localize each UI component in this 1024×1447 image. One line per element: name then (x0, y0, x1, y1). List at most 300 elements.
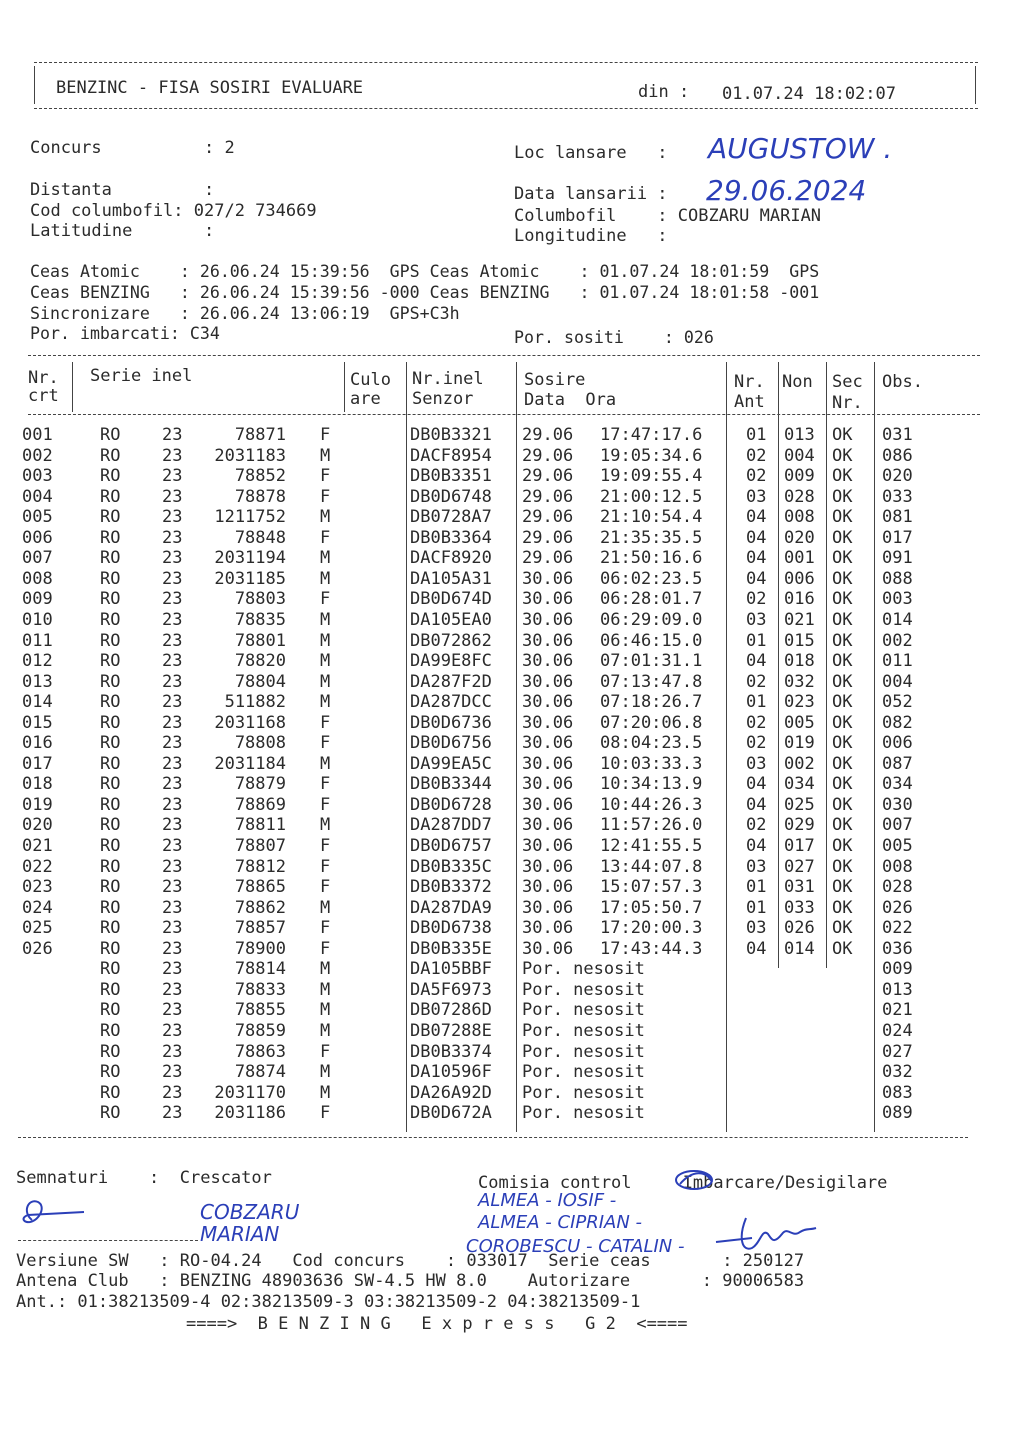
cell-ant: 02 (746, 712, 767, 733)
cell-sensor: DB0D6756 (410, 733, 492, 754)
table-row (0, 1062, 1024, 1082)
table-row (0, 446, 1024, 466)
cell-ring: 78814 (234, 959, 286, 980)
col-header-non: Non (782, 372, 813, 392)
cell-obs: 089 (882, 1103, 913, 1124)
cell-date: 30.06 (522, 630, 574, 651)
cell-c: RO (100, 1082, 121, 1103)
cell-sex: M (320, 445, 331, 466)
table-row (0, 959, 1024, 979)
cell-ant: 04 (746, 651, 767, 672)
cell-ant: 04 (746, 938, 767, 959)
cell-ant: 03 (746, 609, 767, 630)
table-row (0, 877, 1024, 897)
cell-sensor: DB07288E (410, 1020, 492, 1041)
cell-c: RO (100, 979, 121, 1000)
cell-ant: 02 (746, 589, 767, 610)
cell-obs: 003 (882, 589, 913, 610)
cell-date: Por. nesosit (522, 1103, 645, 1124)
cell-time: 15:07:57.3 (600, 877, 703, 898)
cell-time: 21:50:16.6 (600, 548, 703, 569)
handwritten-commission-1: ALMEA - IOSIF - (478, 1190, 617, 1211)
cell-date: 30.06 (522, 938, 574, 959)
cell-obs: 008 (882, 856, 913, 877)
table-row (0, 651, 1024, 671)
cell-sensor: DACF8954 (410, 445, 492, 466)
cell-sex: M (320, 507, 331, 528)
cell-ant: 03 (746, 918, 767, 939)
cell-ant: 01 (746, 692, 767, 713)
cell-time: 17:43:44.3 (600, 938, 703, 959)
cell-ring: 78878 (234, 486, 286, 507)
cell-non: 031 (784, 877, 815, 898)
data-lansarii-label: Data lansarii : (514, 184, 668, 204)
cell-c: RO (100, 856, 121, 877)
cell-sensor: DA287DA9 (410, 897, 492, 918)
cell-sex: F (320, 1041, 331, 1062)
cell-nr: 015 (22, 712, 53, 733)
cell-nr: 011 (22, 630, 53, 651)
cell-obs: 032 (882, 1062, 913, 1083)
cell-y: 23 (162, 856, 183, 877)
cell-nr: 006 (22, 527, 53, 548)
cell-time: 07:20:06.8 (600, 712, 703, 733)
cell-sec: OK (832, 856, 853, 877)
cell-c: RO (100, 507, 121, 528)
commission-stamp-scribble (672, 1166, 720, 1198)
cell-sex: M (320, 548, 331, 569)
col-header-ant: Ant (734, 392, 765, 412)
data-lansarii-handwritten: 29.06.2024 (706, 174, 867, 207)
cell-time: 17:05:50.7 (600, 897, 703, 918)
cell-y: 23 (162, 507, 183, 528)
col-header-sec: Sec (832, 372, 863, 392)
cell-sex: M (320, 568, 331, 589)
cell-time: 13:44:07.8 (600, 856, 703, 877)
cell-obs: 033 (882, 486, 913, 507)
table-row (0, 589, 1024, 609)
cell-nr: 005 (22, 507, 53, 528)
cell-date: 30.06 (522, 568, 574, 589)
cell-sensor: DB0B3364 (410, 527, 492, 548)
cell-c: RO (100, 774, 121, 795)
cell-sec: OK (832, 589, 853, 610)
cell-ant: 02 (746, 733, 767, 754)
cell-c: RO (100, 1103, 121, 1124)
cell-y: 23 (162, 959, 183, 980)
cell-ant: 01 (746, 630, 767, 651)
cell-sensor: DA99EA5C (410, 753, 492, 774)
cell-ant: 01 (746, 897, 767, 918)
cell-c: RO (100, 425, 121, 445)
cell-sensor: DB0D6748 (410, 486, 492, 507)
cell-date: 30.06 (522, 609, 574, 630)
table-row (0, 487, 1024, 507)
cell-c: RO (100, 1020, 121, 1041)
cod-columbofil-line: Cod columbofil: 027/2 734669 (30, 201, 317, 221)
table-row (0, 918, 1024, 938)
cell-ant: 02 (746, 466, 767, 487)
cell-sensor: DB0B3321 (410, 425, 492, 445)
cell-ring: 78857 (234, 918, 286, 939)
cell-obs: 004 (882, 671, 913, 692)
cell-ring: 2031168 (214, 712, 286, 733)
cell-y: 23 (162, 1062, 183, 1083)
col-header-serie: Serie inel (90, 366, 193, 386)
antenna-list-line: Ant.: 01:38213509-4 02:38213509-3 03:38213509-2 04:38213509-1 (16, 1292, 641, 1312)
cell-non: 027 (784, 856, 815, 877)
cell-sec: OK (832, 466, 853, 487)
cell-nr: 017 (22, 753, 53, 774)
cell-non: 005 (784, 712, 815, 733)
cell-sex: F (320, 425, 331, 445)
pigeons-boarded: Por. imbarcati: C34 (30, 324, 220, 343)
cell-c: RO (100, 527, 121, 548)
cell-date: 29.06 (522, 507, 574, 528)
cell-ant: 04 (746, 548, 767, 569)
cell-obs: 006 (882, 733, 913, 754)
cell-c: RO (100, 1041, 121, 1062)
cell-ant: 02 (746, 445, 767, 466)
table-row (0, 425, 1024, 445)
document-title: BENZINC - FISA SOSIRI EVALUARE (56, 78, 364, 98)
table-row (0, 857, 1024, 877)
cell-non: 013 (784, 425, 815, 445)
cell-ant: 04 (746, 774, 767, 795)
col-header-sec-nr: Nr. (832, 393, 863, 413)
cell-non: 002 (784, 753, 815, 774)
cell-obs: 031 (882, 425, 913, 445)
cell-non: 029 (784, 815, 815, 836)
cell-sex: F (320, 794, 331, 815)
benzing-express-line: ====> B E N Z I N G E x p r e s s G 2 <==== (186, 1314, 688, 1334)
cell-sec: OK (832, 712, 853, 733)
cell-c: RO (100, 671, 121, 692)
cell-nr: 001 (22, 425, 53, 445)
cell-sex: F (320, 1103, 331, 1124)
distanta-line: Distanta : (30, 180, 215, 200)
cell-ring: 78801 (234, 630, 286, 651)
cell-obs: 083 (882, 1082, 913, 1103)
cell-y: 23 (162, 589, 183, 610)
cell-obs: 014 (882, 609, 913, 630)
cell-sec: OK (832, 548, 853, 569)
cell-sec: OK (832, 486, 853, 507)
cell-date: 29.06 (522, 425, 574, 445)
cell-nr: 013 (22, 671, 53, 692)
cell-sec: OK (832, 877, 853, 898)
cell-sensor: DA5F6973 (410, 979, 492, 1000)
cell-sex: F (320, 938, 331, 959)
cell-sex: M (320, 815, 331, 836)
cell-c: RO (100, 589, 121, 610)
cell-sex: M (320, 1000, 331, 1021)
cell-time: 06:02:23.5 (600, 568, 703, 589)
col-header-nr: Nr. (28, 368, 59, 388)
cell-date: 30.06 (522, 671, 574, 692)
cell-sensor: DB0B3344 (410, 774, 492, 795)
cell-sex: F (320, 856, 331, 877)
cell-obs: 091 (882, 548, 913, 569)
cell-sensor: DA287F2D (410, 671, 492, 692)
cell-non: 008 (784, 507, 815, 528)
cell-non: 034 (784, 774, 815, 795)
cell-nr: 021 (22, 836, 53, 856)
cell-sec: OK (832, 445, 853, 466)
cell-ring: 78871 (234, 425, 286, 445)
header-bottom-rule (34, 108, 978, 109)
cell-c: RO (100, 568, 121, 589)
clock-line-2: Ceas BENZING : 26.06.24 15:39:56 -000 Ceas BENZING : 01.07.24 18:01:58 -001 (30, 283, 820, 302)
cell-obs: 013 (882, 979, 913, 1000)
cell-date: 30.06 (522, 877, 574, 898)
cell-sensor: DB0D6757 (410, 836, 492, 856)
table-row (0, 733, 1024, 753)
cell-obs: 011 (882, 651, 913, 672)
cell-ring: 78808 (234, 733, 286, 754)
cell-time: 06:29:09.0 (600, 609, 703, 630)
cell-sex: M (320, 959, 331, 980)
cell-y: 23 (162, 425, 183, 445)
cell-date: 30.06 (522, 712, 574, 733)
cell-date: 29.06 (522, 445, 574, 466)
table-bottom-rule (18, 1137, 968, 1138)
cell-non: 001 (784, 548, 815, 569)
cell-ring: 511882 (224, 692, 286, 713)
cell-date: 30.06 (522, 836, 574, 856)
handwritten-breeder-firstname: MARIAN (200, 1222, 280, 1246)
cell-time: 12:41:55.5 (600, 836, 703, 856)
cell-c: RO (100, 733, 121, 754)
cell-c: RO (100, 445, 121, 466)
cell-ring: 78803 (234, 589, 286, 610)
cell-time: 17:20:00.3 (600, 918, 703, 939)
cell-obs: 052 (882, 692, 913, 713)
cell-ring: 2031185 (214, 568, 286, 589)
cell-sex: M (320, 609, 331, 630)
cell-ring: 2031170 (214, 1082, 286, 1103)
cell-y: 23 (162, 877, 183, 898)
cell-date: 30.06 (522, 692, 574, 713)
cell-sex: M (320, 753, 331, 774)
cell-sec: OK (832, 733, 853, 754)
cell-time: 07:18:26.7 (600, 692, 703, 713)
cell-sec: OK (832, 671, 853, 692)
cell-time: 19:05:34.6 (600, 445, 703, 466)
cell-sex: M (320, 979, 331, 1000)
cell-sex: F (320, 589, 331, 610)
table-row (0, 466, 1024, 486)
cell-ant: 04 (746, 507, 767, 528)
cell-date: 30.06 (522, 651, 574, 672)
cell-date: Por. nesosit (522, 1000, 645, 1021)
semnaturi-label: Semnaturi : Crescator (16, 1168, 272, 1188)
cell-c: RO (100, 692, 121, 713)
cell-sex: M (320, 692, 331, 713)
cell-sex: M (320, 1082, 331, 1103)
cell-time: 10:03:33.3 (600, 753, 703, 774)
cell-y: 23 (162, 1020, 183, 1041)
cell-non: 017 (784, 836, 815, 856)
cell-y: 23 (162, 1000, 183, 1021)
cell-y: 23 (162, 753, 183, 774)
cell-sensor: DB07286D (410, 1000, 492, 1021)
cell-ring: 78865 (234, 877, 286, 898)
cell-obs: 009 (882, 959, 913, 980)
cell-sensor: DB0B3372 (410, 877, 492, 898)
cell-sec: OK (832, 527, 853, 548)
table-row (0, 980, 1024, 1000)
cell-c: RO (100, 712, 121, 733)
clock-line-3: Sincronizare : 26.06.24 13:06:19 GPS+C3h (30, 304, 460, 323)
cell-obs: 030 (882, 794, 913, 815)
cell-nr: 022 (22, 856, 53, 877)
cell-ring: 78807 (234, 836, 286, 856)
cell-nr: 012 (22, 651, 53, 672)
cell-obs: 002 (882, 630, 913, 651)
cell-sex: F (320, 712, 331, 733)
table-top-rule (28, 355, 980, 356)
cell-obs: 082 (882, 712, 913, 733)
cell-time: 07:01:31.1 (600, 651, 703, 672)
cell-ant: 01 (746, 877, 767, 898)
cell-obs: 024 (882, 1020, 913, 1041)
cell-sex: M (320, 897, 331, 918)
cell-time: 06:46:15.0 (600, 630, 703, 651)
cell-y: 23 (162, 897, 183, 918)
cell-y: 23 (162, 979, 183, 1000)
col-header-dataora: Data Ora (524, 390, 617, 410)
cell-sex: F (320, 918, 331, 939)
cell-y: 23 (162, 774, 183, 795)
antenna-club-line: Antena Club : BENZING 48903636 SW-4.5 HW 8.0 Autorizare : 90006583 (16, 1271, 805, 1291)
cell-ant: 02 (746, 815, 767, 836)
cell-time: 07:13:47.8 (600, 671, 703, 692)
table-row (0, 795, 1024, 815)
table-row (0, 507, 1024, 527)
cell-date: Por. nesosit (522, 1082, 645, 1103)
cell-obs: 020 (882, 466, 913, 487)
cell-obs: 086 (882, 445, 913, 466)
cell-ring: 78869 (234, 794, 286, 815)
table-row (0, 754, 1024, 774)
cell-sensor: DB0B3374 (410, 1041, 492, 1062)
cell-sec: OK (832, 692, 853, 713)
cell-time: 21:10:54.4 (600, 507, 703, 528)
cell-c: RO (100, 918, 121, 939)
latitudine-line: Latitudine : (30, 221, 215, 241)
table-row (0, 528, 1024, 548)
cell-sex: M (320, 651, 331, 672)
cell-ant: 04 (746, 527, 767, 548)
cell-sex: F (320, 486, 331, 507)
cell-y: 23 (162, 1082, 183, 1103)
cell-sensor: DA26A92D (410, 1082, 492, 1103)
cell-date: 29.06 (522, 548, 574, 569)
cell-c: RO (100, 959, 121, 980)
cell-nr: 010 (22, 609, 53, 630)
cell-sec: OK (832, 630, 853, 651)
cell-non: 016 (784, 589, 815, 610)
cell-sensor: DACF8920 (410, 548, 492, 569)
table-row (0, 1083, 1024, 1103)
cell-y: 23 (162, 671, 183, 692)
cell-nr: 008 (22, 568, 53, 589)
cell-ant: 04 (746, 794, 767, 815)
cell-ring: 78859 (234, 1020, 286, 1041)
cell-non: 028 (784, 486, 815, 507)
cell-non: 032 (784, 671, 815, 692)
cell-sensor: DA287DCC (410, 692, 492, 713)
cell-ring: 2031184 (214, 753, 286, 774)
table-row (0, 692, 1024, 712)
cell-y: 23 (162, 630, 183, 651)
cell-time: 10:34:13.9 (600, 774, 703, 795)
cell-ring: 78833 (234, 979, 286, 1000)
cell-ant: 03 (746, 753, 767, 774)
cell-sensor: DB0D6736 (410, 712, 492, 733)
cell-sex: F (320, 774, 331, 795)
cell-y: 23 (162, 527, 183, 548)
cell-ant: 01 (746, 425, 767, 445)
cell-date: 30.06 (522, 856, 574, 877)
cell-sec: OK (832, 938, 853, 959)
cell-ring: 78812 (234, 856, 286, 877)
cell-sex: M (320, 1020, 331, 1041)
cell-obs: 007 (882, 815, 913, 836)
cell-sex: F (320, 877, 331, 898)
cell-nr: 023 (22, 877, 53, 898)
cell-c: RO (100, 466, 121, 487)
cell-sec: OK (832, 507, 853, 528)
cell-c: RO (100, 897, 121, 918)
cell-non: 025 (784, 794, 815, 815)
cell-ring: 78874 (234, 1062, 286, 1083)
cell-obs: 026 (882, 897, 913, 918)
cell-nr: 009 (22, 589, 53, 610)
cell-nr: 020 (22, 815, 53, 836)
cell-sensor: DB0D6738 (410, 918, 492, 939)
cell-c: RO (100, 877, 121, 898)
cell-y: 23 (162, 712, 183, 733)
cell-non: 006 (784, 568, 815, 589)
cell-time: 08:04:23.5 (600, 733, 703, 754)
pigeons-arrived: Por. sositi : 026 (514, 328, 714, 347)
table-row (0, 631, 1024, 651)
cell-sec: OK (832, 651, 853, 672)
cell-ring: 78835 (234, 609, 286, 630)
cell-sec: OK (832, 815, 853, 836)
cell-y: 23 (162, 486, 183, 507)
cell-y: 23 (162, 651, 183, 672)
cell-time: 11:57:26.0 (600, 815, 703, 836)
cell-nr: 014 (22, 692, 53, 713)
cell-time: 21:35:35.5 (600, 527, 703, 548)
cell-sensor: DB0B335C (410, 856, 492, 877)
cell-non: 023 (784, 692, 815, 713)
cell-sensor: DB0D674D (410, 589, 492, 610)
cell-y: 23 (162, 466, 183, 487)
cell-sec: OK (832, 753, 853, 774)
cell-nr: 024 (22, 897, 53, 918)
cell-sensor: DB0728A7 (410, 507, 492, 528)
cell-c: RO (100, 753, 121, 774)
columbofil-line: Columbofil : COBZARU MARIAN (514, 206, 822, 226)
cell-sec: OK (832, 897, 853, 918)
cell-date: Por. nesosit (522, 1041, 645, 1062)
cell-c: RO (100, 815, 121, 836)
cell-sec: OK (832, 836, 853, 856)
